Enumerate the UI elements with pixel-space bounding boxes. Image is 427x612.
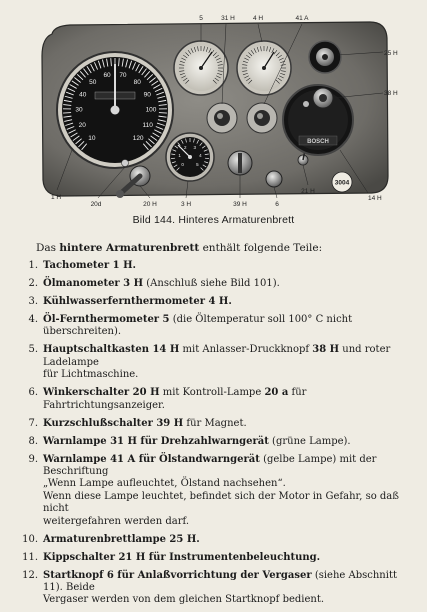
list-item-number: 2. bbox=[14, 278, 43, 290]
list-item-number: 5. bbox=[14, 344, 43, 381]
list-item-text bbox=[43, 296, 414, 308]
plain-text: für Lichtmaschine. bbox=[43, 369, 138, 380]
bold-text: Winkerschalter 20 H bbox=[43, 387, 160, 398]
callout-31h: 31 H bbox=[221, 15, 235, 22]
list-item-text bbox=[43, 552, 414, 564]
plain-text: für Magnet. bbox=[183, 418, 246, 429]
list-item-text bbox=[43, 454, 414, 528]
dashboard-figure bbox=[0, 0, 427, 215]
gauge-tick-label: 80 bbox=[134, 79, 142, 86]
plain-text: „Wenn Lampe aufleuchtet, Ölstand nachsehen“. bbox=[43, 478, 286, 489]
bold-text: Tachometer 1 H. bbox=[43, 260, 136, 271]
gauge-tick-label: 70 bbox=[119, 72, 127, 79]
list-item-text bbox=[43, 387, 414, 412]
list-item bbox=[14, 534, 414, 546]
list-item-number: 12. bbox=[14, 570, 43, 607]
plain-text: (grüne Lampe). bbox=[269, 436, 351, 447]
gauge-tick-label: 20 bbox=[79, 122, 87, 129]
plain-text: Wenn diese Lampe leuchtet, befindet sich der Motor in Gefahr, so daß nicht bbox=[43, 491, 399, 514]
list-item bbox=[14, 552, 414, 564]
bold-text: Warnlampe 41 A für Ölstandwarngerät bbox=[43, 454, 260, 465]
plate-number-stamp bbox=[332, 172, 352, 192]
bold-text: Warnlampe 31 H für Drehzahlwarngerät bbox=[43, 436, 269, 447]
list-item bbox=[14, 260, 414, 272]
list-item bbox=[14, 418, 414, 430]
plate-number: 3004 bbox=[335, 180, 350, 187]
list-item bbox=[14, 344, 414, 381]
gauge-tick-label: 1 bbox=[178, 153, 181, 158]
callout-39h: 39 H bbox=[233, 201, 247, 208]
gauge-tick-label: 90 bbox=[144, 91, 152, 98]
callout-20h: 20 H bbox=[143, 201, 157, 208]
callout-3h: 3 H bbox=[181, 201, 191, 208]
gauge-tick-label: 5 bbox=[196, 162, 199, 167]
water-thermometer-gauge bbox=[237, 41, 291, 95]
bold-text: Hauptschaltkasten 14 H bbox=[43, 344, 179, 355]
gauge-tick-label: 10 bbox=[88, 135, 96, 142]
callout-4h: 4 H bbox=[253, 15, 263, 22]
gauge-tick-label: 50 bbox=[89, 79, 97, 86]
gauge-tick-label: 60 bbox=[103, 72, 111, 79]
plain-text: mit Anlasser-Druckknopf bbox=[179, 344, 312, 355]
list-item bbox=[14, 436, 414, 448]
gauge-tick-label: 2 bbox=[184, 145, 187, 150]
callout-20d: 20d bbox=[91, 201, 102, 208]
list-item-number: 10. bbox=[14, 534, 43, 546]
gauge-tick-label: 30 bbox=[75, 107, 83, 114]
tachometer-gauge bbox=[57, 52, 173, 168]
callout-25h: 25 H bbox=[384, 50, 398, 57]
intro-paragraph bbox=[36, 242, 322, 254]
list-item-text bbox=[43, 344, 414, 381]
callout-1h: 1 H bbox=[51, 194, 61, 201]
warning-lamp-31h bbox=[207, 103, 237, 133]
intro-bold: hintere Armaturenbrett bbox=[59, 242, 199, 254]
start-knob[interactable] bbox=[266, 171, 282, 187]
callout-21h: 21 H bbox=[301, 188, 315, 195]
gauge-tick-label: 110 bbox=[143, 122, 154, 129]
plain-text: mit Kontroll-Lampe bbox=[160, 387, 265, 398]
list-item-text bbox=[43, 418, 414, 430]
intro-before: Das bbox=[36, 242, 59, 254]
list-item-number: 11. bbox=[14, 552, 43, 564]
bold-text: Kurzschlußschalter 39 H bbox=[43, 418, 183, 429]
gauge-tick-label: 0 bbox=[181, 162, 184, 167]
list-item bbox=[14, 570, 414, 607]
list-item bbox=[14, 296, 414, 308]
bold-text: Kühlwasserfernthermometer 4 H. bbox=[43, 296, 232, 307]
bold-text: Öl-Fernthermometer 5 bbox=[43, 314, 170, 325]
list-item-number: 1. bbox=[14, 260, 43, 272]
list-item-text bbox=[43, 534, 414, 546]
plain-text: für Fahrtrichtungsanzeiger. bbox=[43, 387, 306, 410]
callout-14h: 14 H bbox=[368, 195, 382, 202]
bold-text: 38 H bbox=[312, 344, 339, 355]
list-item-number: 7. bbox=[14, 418, 43, 430]
gauge-tick-label: 120 bbox=[133, 135, 144, 142]
plain-text: (gelbe Lampe) mit der Beschriftung bbox=[43, 454, 376, 477]
list-item-number: 4. bbox=[14, 314, 43, 339]
list-item bbox=[14, 278, 414, 290]
plain-text: Vergaser werden von dem gleichen Startknopf bedient. bbox=[43, 594, 324, 605]
callout-5: 5 bbox=[199, 15, 203, 22]
list-item-text bbox=[43, 278, 414, 290]
oil-thermometer-gauge bbox=[174, 41, 228, 95]
gauge-tick-label: 100 bbox=[146, 107, 157, 114]
intro-after: enthält folgende Teile: bbox=[199, 242, 322, 254]
list-item bbox=[14, 454, 414, 528]
list-item-number: 9. bbox=[14, 454, 43, 528]
list-item bbox=[14, 314, 414, 339]
list-item-text bbox=[43, 260, 414, 272]
callout-41a: 41 A bbox=[295, 15, 309, 22]
bold-text: Ölmanometer 3 H bbox=[43, 278, 143, 289]
callout-6: 6 bbox=[275, 201, 279, 208]
warning-lamp-41a bbox=[247, 103, 277, 133]
list-item-text bbox=[43, 570, 414, 607]
gauge-tick-label: 4 bbox=[199, 153, 202, 158]
dashboard-lamp bbox=[309, 41, 341, 73]
plain-text: und roter Ladelampe bbox=[43, 344, 390, 367]
gauge-tick-label: 40 bbox=[79, 91, 87, 98]
bold-text: Armaturenbrettlampe 25 H. bbox=[43, 534, 200, 545]
bold-text: 20 a bbox=[264, 387, 288, 398]
list-item-text bbox=[43, 436, 414, 448]
short-circuit-switch[interactable] bbox=[228, 151, 252, 175]
callout-38h: 38 H bbox=[384, 90, 398, 97]
plain-text: (Anschluß siehe Bild 101). bbox=[143, 278, 280, 289]
starter-button[interactable] bbox=[313, 88, 333, 108]
list-item-text bbox=[43, 314, 414, 339]
plain-text: (die Öltemperatur soll 100° C nicht überschreiten). bbox=[43, 314, 352, 337]
bosch-label: BOSCH bbox=[307, 139, 329, 145]
oil-manometer-gauge bbox=[166, 133, 214, 181]
parts-list bbox=[14, 260, 414, 612]
plain-text: (siehe Abschnitt 11). Beide bbox=[43, 570, 397, 593]
list-item-number: 8. bbox=[14, 436, 43, 448]
gauge-tick-label: 3 bbox=[194, 145, 197, 150]
bold-text: Kippschalter 21 H für Instrumentenbeleuchtung. bbox=[43, 552, 320, 563]
bold-text: Startknopf 6 für Anlaßvorrichtung der Vergaser bbox=[43, 570, 312, 581]
plain-text: weitergefahren werden darf. bbox=[43, 516, 189, 527]
list-item bbox=[14, 387, 414, 412]
list-item-number: 6. bbox=[14, 387, 43, 412]
list-item-number: 3. bbox=[14, 296, 43, 308]
figure-caption: Bild 144. Hinteres Armaturenbrett bbox=[0, 214, 427, 226]
